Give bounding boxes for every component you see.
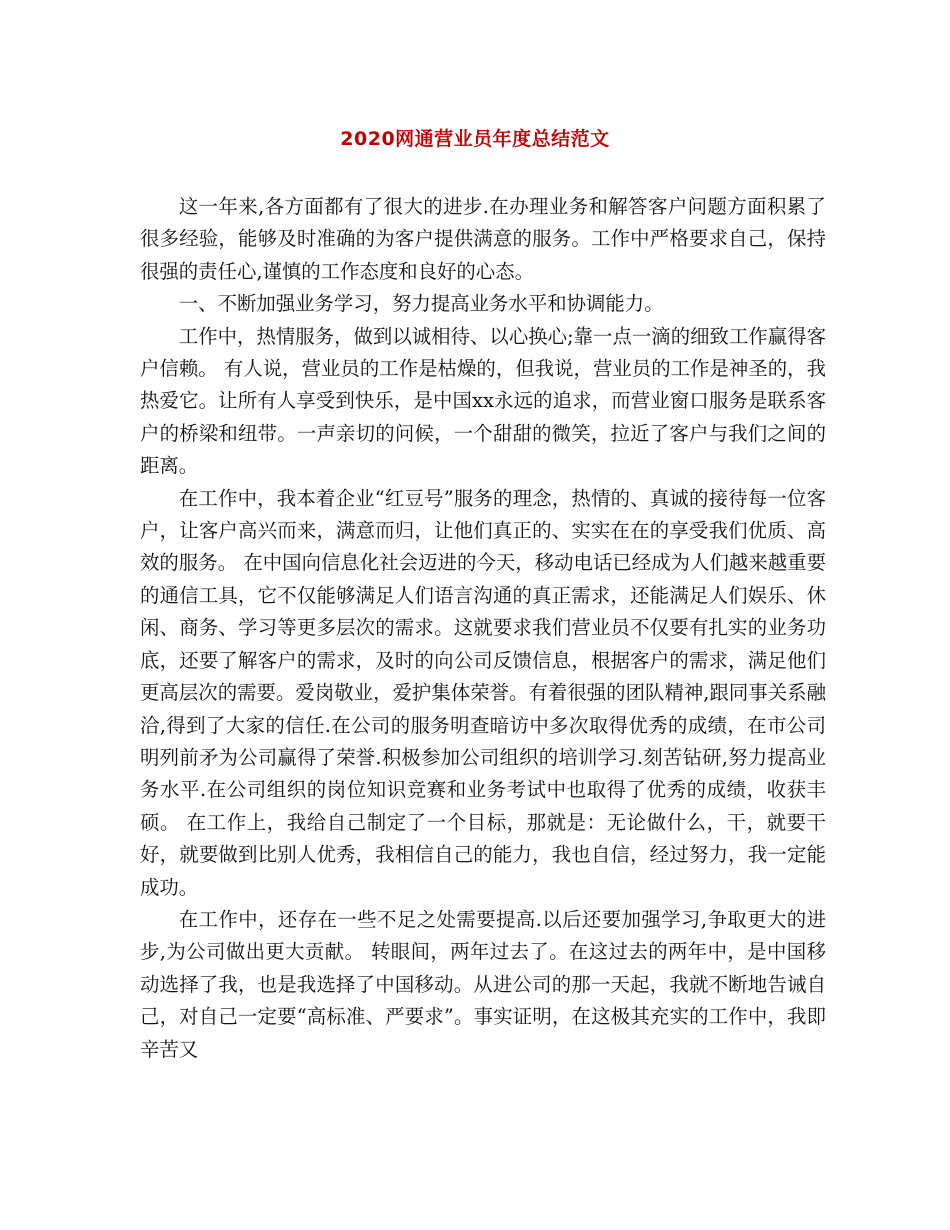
paragraph: 在工作中，我本着企业“红豆号”服务的理念，热情的、真诚的接待每一位客户，让客户高兴而来，满意而归，让他们真正的、实实在在的享受我们优质、高效的服务。 在中国向信息化社会迈进的今天，移动电话已经成为人们越来越重要的通信工具，它不仅能够满足人们语言沟通的真正需求，还能满足人们娱乐、休闲、商务、学习等更多层次的需求。这就要求我们营业员不仅要有扎实的业务功底，还要了解客户的需求，及时的向公司反馈信息，根据客户的需求，满足他们更高层次的需要。爱岗敬业，爱护集体荣誉。有着很强的团队精神,跟同事关系融洽,得到了大家的信任.在公司的服务明查暗访中多次取得优秀的成绩，在市公司明列前矛为公司赢得了荣誉.积极参加公司组织的培训学习.刻苦钻研,努力提高业务水平.在公司组织的岗位知识竞赛和业务考试中也取得了优秀的成绩，收获丰硕。 在工作上，我给自己制定了一个目标，那就是：无论做什么，干，就要干好，就要做到比别人优秀，我相信自己的能力，我也自信，经过努力，我一定能成功。 [140,486,826,899]
document-body [140,191,826,1066]
paragraph: 工作中，热情服务，做到以诚相待、以心换心;靠一点一滴的细致工作赢得客户信赖。 有人说，营业员的工作是枯燥的，但我说，营业员的工作是神圣的，我热爱它。让所有人享受到快乐，是中国xx永远的追求，而营业窗口服务是联系客户的桥梁和纽带。一声亲切的问候，一个甜甜的微笑，拉近了客户与我们之间的距离。 [140,324,826,478]
paragraph: 在工作中，还存在一些不足之处需要提高.以后还要加强学习,争取更大的进步,为公司做出更大贡献。 转眼间，两年过去了。在这过去的两年中，是中国移动选择了我，也是我选择了中国移动。从进公司的那一天起，我就不断地告诫自己，对自己一定要“高标准、严要求”。事实证明，在这极其充实的工作中，我即辛苦又 [140,907,826,1061]
document-title: 2020网通营业员年度总结范文 [340,128,610,150]
paragraph: 一、不断加强业务学习，努力提高业务水平和协调能力。 [178,292,664,316]
paragraph: 这一年来,各方面都有了很大的进步.在办理业务和解答客户问题方面积累了很多经验，能够及时准确的为客户提供满意的服务。工作中严格要求自己，保持很强的责任心,谨慎的工作态度和良好的心态。 [140,195,826,283]
